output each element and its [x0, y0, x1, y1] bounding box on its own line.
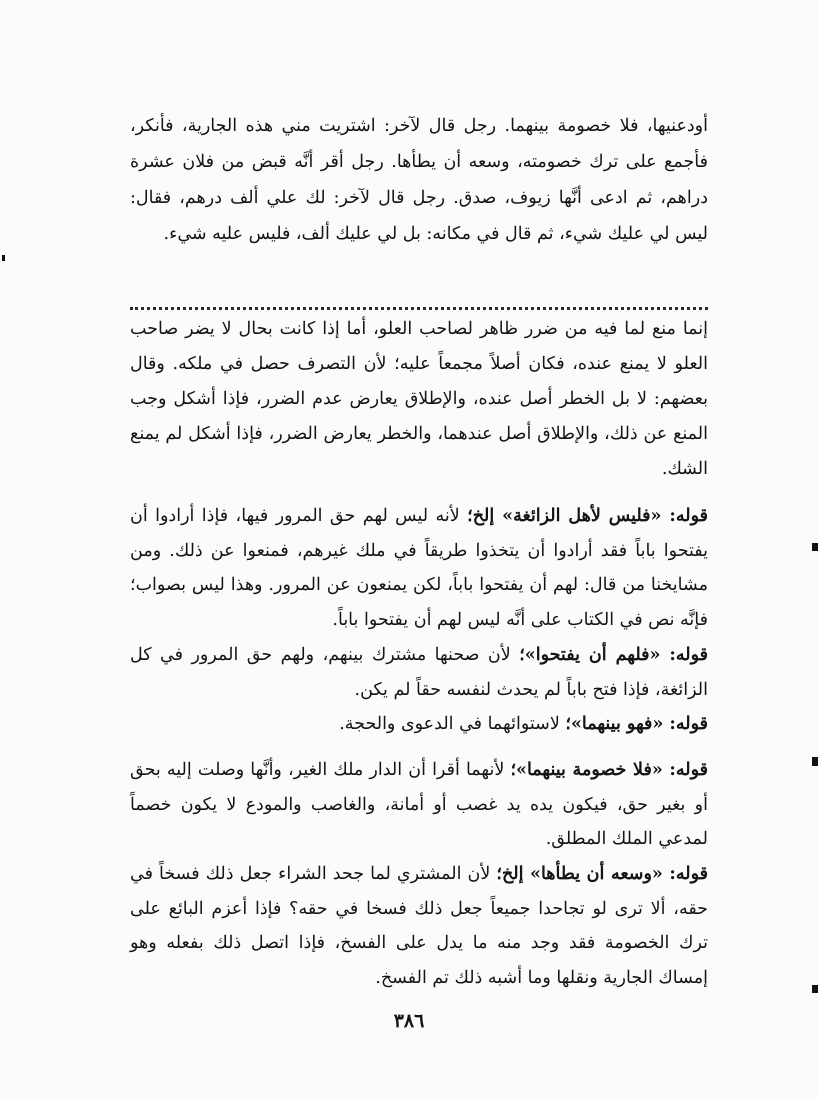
scan-mark: [812, 985, 818, 993]
commentary-lead: قوله: «فلا خصومة بينهما»؛: [510, 760, 708, 780]
commentary-lead: قوله: «فلهم أن يفتحوا»؛: [519, 645, 708, 665]
page-number: ٣٨٦: [393, 1010, 425, 1032]
commentary-paragraph: [130, 638, 708, 707]
commentary-lead: قوله: «فليس لأهل الزائغة» إلخ؛: [467, 506, 708, 526]
commentary-paragraph: [130, 499, 708, 637]
commentary-text: إنما منع لما فيه من ضرر ظاهر لصاحب العلو، أما إذا كانت بحال لا يضر صاحب العلو لا يمنع عنده، فكان أصلاً مجمعاً عليه؛ لأن التصرف حصل في ملكه. وقال بعضهم: لا بل الخطر أصل عنده، والإطلاق يعارض عدم الضرر، فإذا أشكل وجب المنع عن ذلك، والإطلاق أصل عندهما، والخطر يعارض الضرر، فإذا أشكل لم يمنع الشك.: [130, 319, 708, 479]
commentary-paragraph: [130, 753, 708, 857]
commentary-paragraph: [130, 857, 708, 995]
scan-mark: [812, 543, 818, 551]
scan-mark: [2, 255, 5, 261]
commentary-text: لاستوائهما في الدعوى والحجة.: [339, 714, 566, 734]
scan-mark: [812, 757, 818, 766]
commentary-text: لأن صحنها مشترك بينهم، ولهم حق المرور في كل الزائغة، فإذا فتح باباً لم يحدث لنفسه حقاً لم يكن.: [130, 645, 708, 700]
commentary-paragraph: [130, 707, 708, 742]
dotted-separator: [130, 307, 708, 310]
commentary-text: لأنهما أقرا أن الدار ملك الغير، وأنَّها وصلت إليه بحق أو بغير حق، فيكون يده يد غصب أو أمانة، والغاصب والمودع لا يكون خصماً لمدعي الملك المطلق.: [130, 760, 708, 849]
commentary-text: لأنه ليس لهم حق المرور فيها، فإذا أرادوا أن يفتحوا باباً فقد أرادوا أن يتخذوا طريقاً في ملك غيرهم، فمنعوا عن ذلك. ومن مشايخنا من قال: لهم أن يفتحوا باباً، لكن يمنعون عن المرور. وهذا ليس بصواب؛ فإنَّه نص في الكتاب على أنَّه ليس لهم أن يفتحوا باباً.: [130, 506, 708, 630]
commentary-lead: قوله: «فهو بينهما»؛: [565, 714, 708, 734]
commentary-paragraph: [130, 312, 708, 487]
main-text-paragraph: أودعنيها، فلا خصومة بينهما. رجل قال لآخر: اشتريت مني هذه الجارية، فأنكر، فأجمع على ترك خصومته، وسعه أن يطأها. رجل أقر أنَّه قبض من فلان عشرة دراهم، ثم ادعى أنَّها زيوف، صدق. رجل قال لآخر: لك علي ألف درهم، فقال: ليس لي عليك شيء، ثم قال في مكانه: بل لي عليك ألف، فليس عليه شيء.: [130, 116, 708, 244]
commentary-text: لأن المشتري لما جحد الشراء جعل ذلك فسخاً في حقه، ألا ترى لو تجاحدا جميعاً جعل ذلك فسخا في حقه؟ فإذا أعزم البائع على ترك الخصومة فقد وجد منه ما يدل على الفسخ، فإذا اتصل ذلك بفعله وهو إمساك الجارية ونقلها وما أشبه ذلك تم الفسخ.: [130, 864, 708, 988]
commentary-lead: قوله: «وسعه أن يطأها» إلخ؛: [496, 864, 708, 884]
